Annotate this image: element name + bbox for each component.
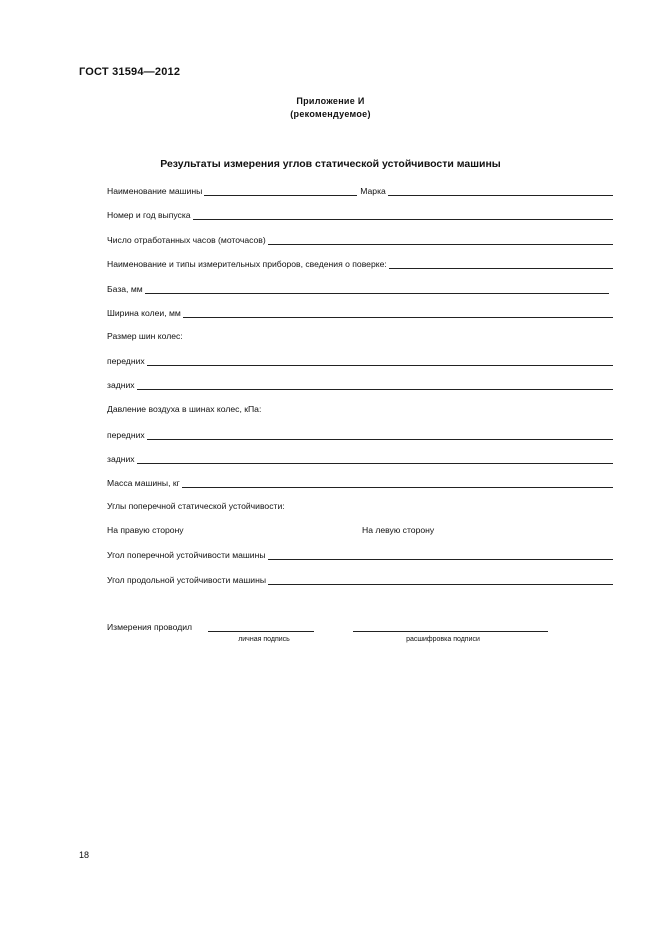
pressure-front-field[interactable]: [147, 430, 613, 440]
appendix-title: Приложение И: [296, 96, 365, 106]
left-side-label: На левую сторону: [362, 525, 435, 535]
pressure-front-label: передних: [107, 430, 145, 440]
brand-field[interactable]: [388, 186, 613, 196]
standard-header: ГОСТ 31594—2012: [79, 66, 181, 78]
angles-label: Углы поперечной статической устойчивости:: [107, 501, 285, 511]
machine-name-row: [107, 184, 613, 196]
page-number: 18: [79, 850, 90, 860]
tire-rear-field[interactable]: [137, 380, 613, 390]
mass-label: Масса машины, кг: [107, 478, 180, 488]
machine-name-label: Наименование машины: [107, 186, 203, 196]
machine-name-field[interactable]: [204, 186, 357, 196]
hours-label: Число отработанных часов (моточасов): [107, 235, 266, 245]
mass-row: [107, 476, 613, 488]
instruments-label: Наименование и типы измерительных приборов, сведения о поверке:: [107, 259, 387, 269]
number-year-field[interactable]: [193, 210, 613, 220]
track-row: [107, 306, 613, 318]
document-title: Результаты измерения углов статической устойчивости машины: [160, 158, 501, 170]
lateral-angle-row: [107, 548, 613, 560]
pressure-label: Давление воздуха в шинах колес, кПа:: [107, 404, 262, 414]
brand-label: Марка: [360, 186, 386, 196]
instruments-field[interactable]: [389, 259, 613, 269]
number-year-label: Номер и год выпуска: [107, 210, 191, 220]
base-row: [107, 282, 609, 294]
longitudinal-angle-field[interactable]: [268, 575, 613, 585]
lateral-angle-field[interactable]: [268, 550, 613, 560]
pressure-rear-field[interactable]: [137, 454, 613, 464]
track-label: Ширина колеи, мм: [107, 308, 181, 318]
right-side-label: На правую сторону: [107, 525, 184, 535]
base-label: База, мм: [107, 284, 143, 294]
lateral-angle-label: Угол поперечной устойчивости машины: [107, 550, 266, 560]
measured-by-label: Измерения проводил: [107, 622, 193, 632]
tire-rear-label: задних: [107, 380, 135, 390]
tire-size-label: Размер шин колес:: [107, 331, 183, 341]
mass-field[interactable]: [182, 478, 613, 488]
appendix-subtitle: (рекомендуемое): [290, 109, 371, 119]
decoding-caption: расшифровка подписи: [406, 636, 480, 643]
longitudinal-angle-row: [107, 573, 613, 585]
pressure-front-row: [107, 428, 613, 440]
number-year-row: [107, 208, 613, 220]
tire-front-row: [107, 354, 613, 366]
tire-front-field[interactable]: [147, 356, 613, 366]
base-field[interactable]: [145, 284, 609, 294]
personal-signature-caption: личная подпись: [238, 636, 290, 643]
personal-signature-field[interactable]: [208, 622, 314, 632]
pressure-rear-label: задних: [107, 454, 135, 464]
hours-row: [107, 233, 613, 245]
instruments-row: [107, 257, 613, 269]
tire-rear-row: [107, 378, 613, 390]
track-field[interactable]: [183, 308, 613, 318]
hours-field[interactable]: [268, 235, 613, 245]
pressure-rear-row: [107, 452, 613, 464]
longitudinal-angle-label: Угол продольной устойчивости машины: [107, 575, 267, 585]
tire-front-label: передних: [107, 356, 145, 366]
decoding-field[interactable]: [353, 622, 548, 632]
